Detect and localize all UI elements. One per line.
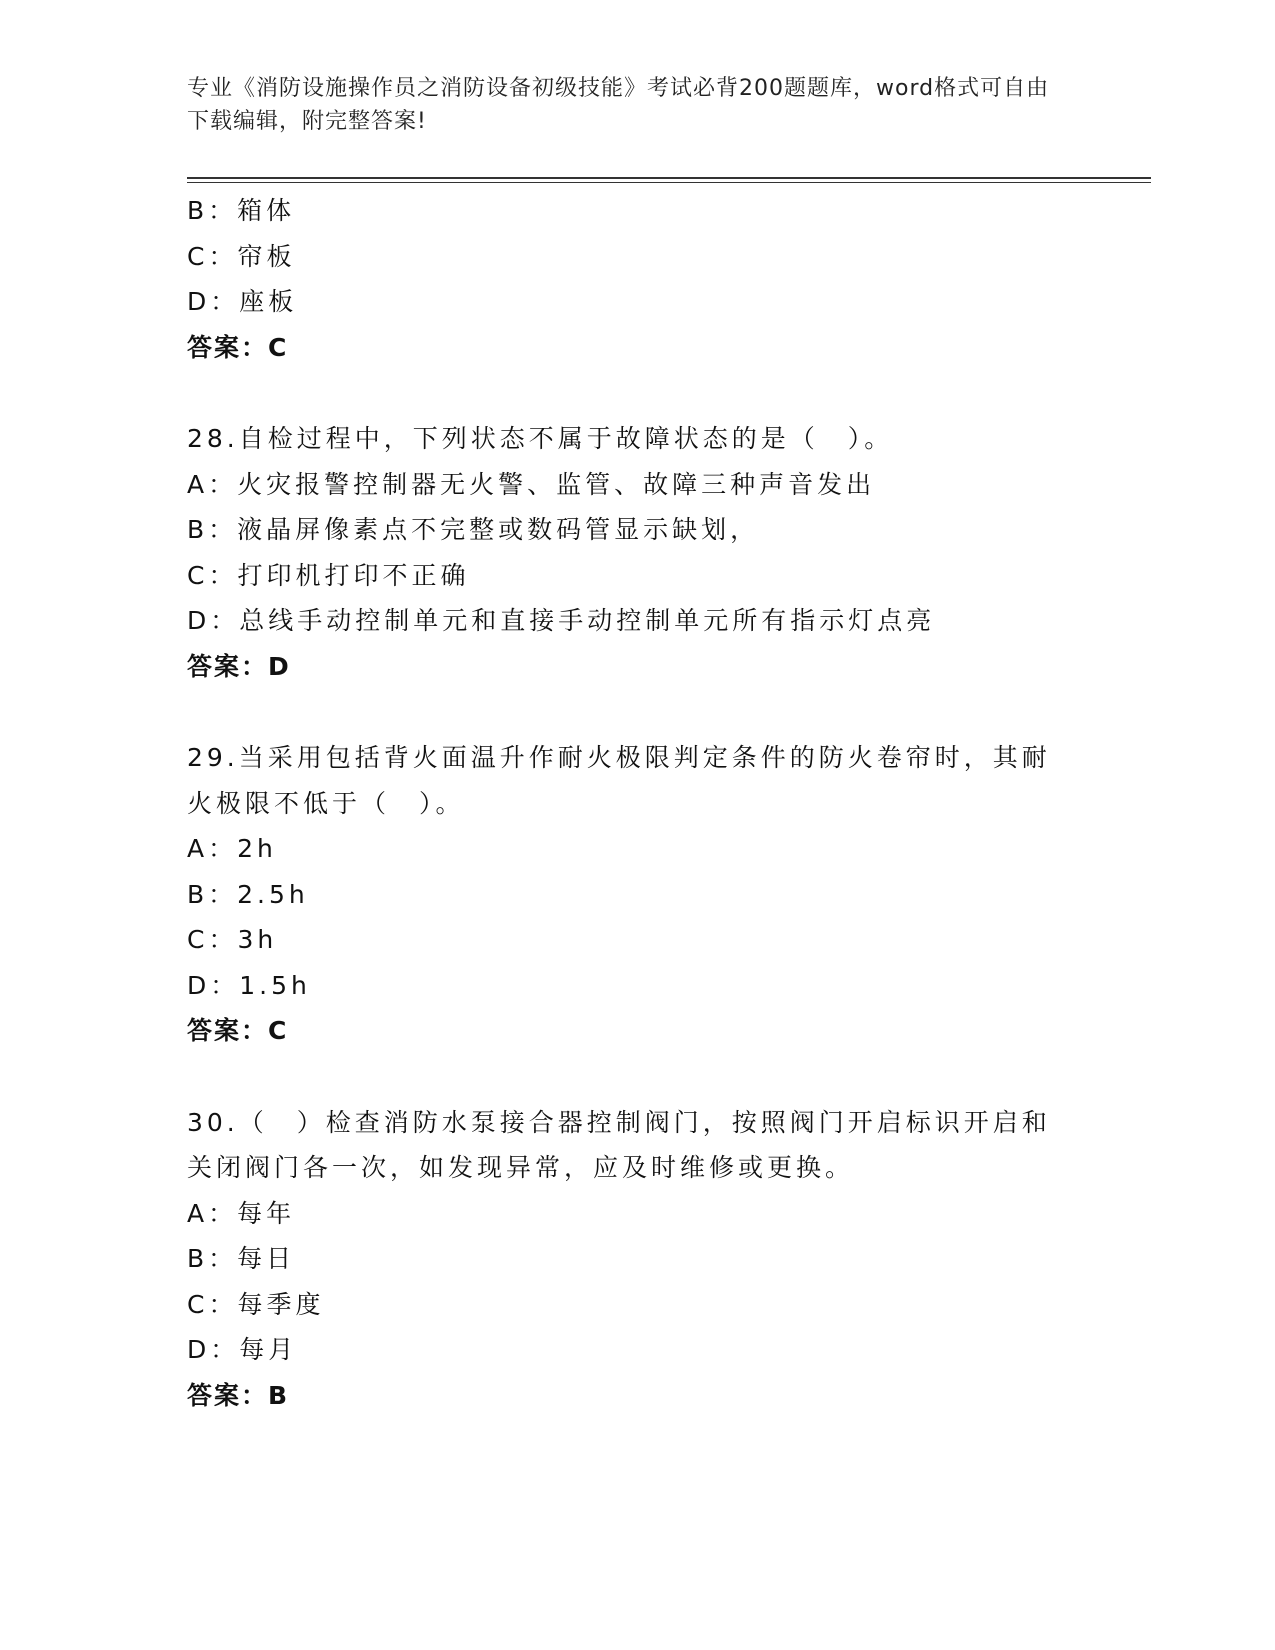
option-c: C：每季度 [187,1289,325,1319]
question-29 [187,735,1087,1054]
question-list [187,188,1087,1418]
option-d: D：每月 [187,1335,298,1364]
option-b: B：箱体 [187,196,296,225]
option-d: D：座板 [187,287,298,316]
option-a: A：每年 [187,1198,296,1228]
carryover-block [187,188,1087,370]
answer-line: 答案：C [187,1016,289,1045]
answer-line: 答案：D [187,651,291,681]
option-c: C：打印机打印不正确 [187,560,470,590]
option-b: B：2.5h [187,879,309,909]
option-a: A：火灾报警控制器无火警、监管、故障三种声音发出 [187,469,876,499]
answer-line: 答案：C [187,332,289,362]
header-divider-thin [187,182,1151,183]
document-header: 专业《消防设施操作员之消防设备初级技能》考试必背200题题库，word格式可自由下载编辑，附完整答案! [187,76,1050,134]
option-d: D：总线手动控制单元和直接手动控制单元所有指示灯点亮 [187,606,936,635]
option-b: B：每日 [187,1244,296,1273]
option-c: C：帘板 [187,241,296,271]
question-stem: 28.自检过程中，下列状态不属于故障状态的是（ ）。 [187,424,894,453]
option-b: B：液晶屏像素点不完整或数码管显示缺划， [187,515,760,544]
option-d: D：1.5h [187,970,311,1000]
question-stem: 30.（ ）检查消防水泵接合器控制阀门，按照阀门开启标识开启和关闭阀门各一次，如发现异常，应及时维修或更换。 [187,1107,1051,1182]
option-a: A：2h [187,834,277,863]
answer-line: 答案：B [187,1380,290,1410]
header-divider [187,177,1151,179]
option-c: C：3h [187,925,278,954]
question-28 [187,416,1087,689]
question-30 [187,1100,1087,1419]
question-stem: 29.当采用包括背火面温升作耐火极限判定条件的防火卷帘时，其耐火极限不低于（ ）。 [187,743,1051,818]
